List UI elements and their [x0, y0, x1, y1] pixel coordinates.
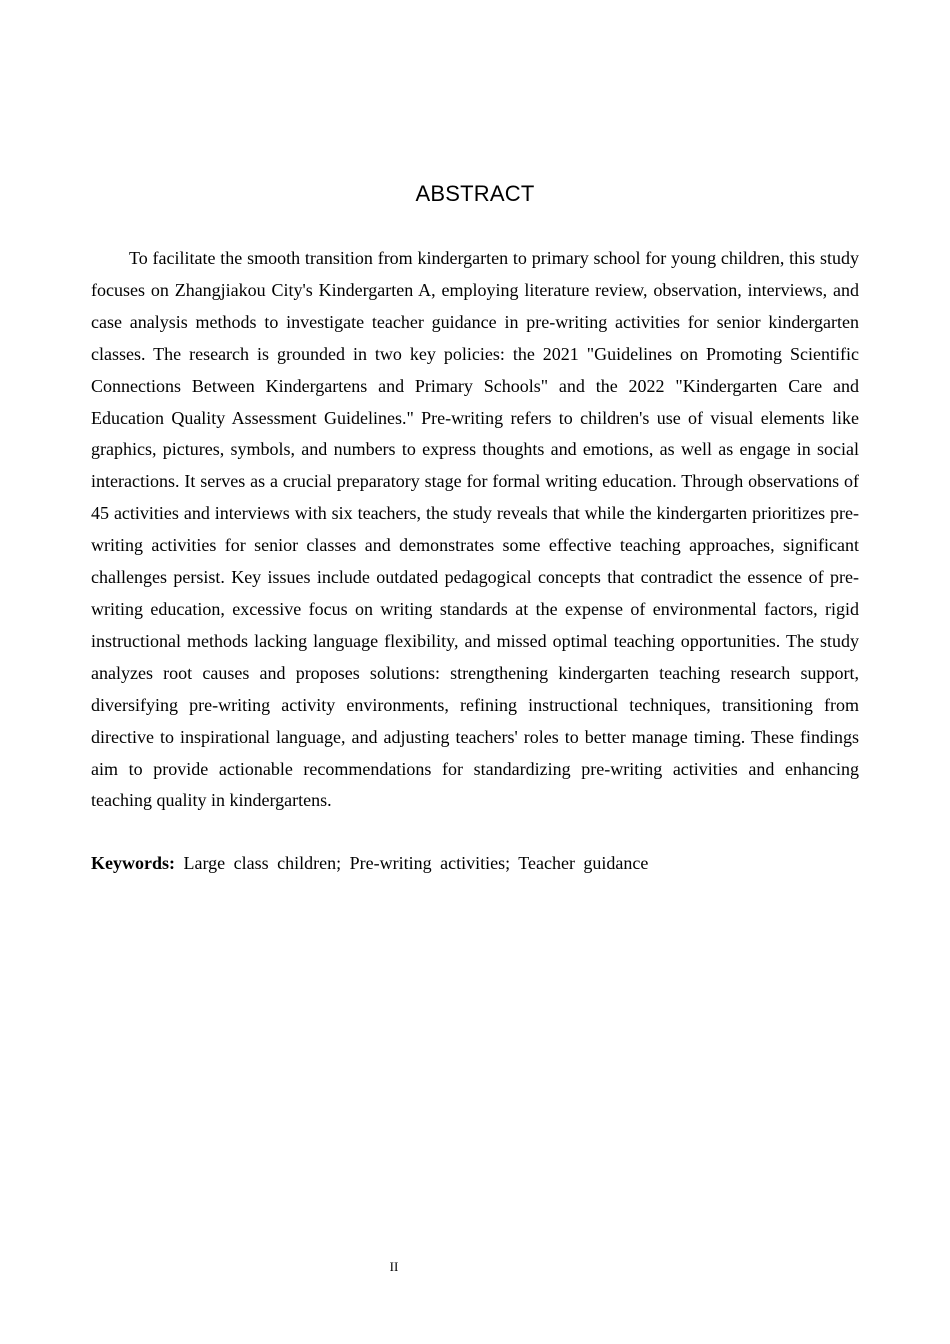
keywords-text: Large class children; Pre-writing activities; Teacher guidance [183, 853, 649, 873]
page-number: II [389, 1259, 399, 1274]
keywords-label: Keywords: [91, 853, 175, 873]
abstract-paragraph: To facilitate the smooth transition from kindergarten to primary school for young children, this study focuses on Zhangjiakou City's Kindergarten A, employing literature review, observation, interviews, and case analysis methods to investigate teacher guidance in pre-writing activities for senior kindergarten classes. The research is grounded in two key policies: the 2021 "Guidelines on Promoting Scientific Connections Between Kindergartens and Primary Schools" and the 2022 "Kindergarten Care and Education Quality Assessment Guidelines." Pre-writing refers to children's use of visual elements like graphics, pictures, symbols, and numbers to express thoughts and emotions, as well as engage in social interactions. It serves as a crucial preparatory stage for formal writing education. Through observations of 45 activities and interviews with six teachers, the study reveals that while the kindergarten prioritizes pre-writing activities for senior classes and demonstrates some effective teaching approaches, significant challenges persist. Key issues include outdated pedagogical concepts that contradict the essence of pre-writing education, excessive focus on writing standards at the expense of environmental factors, rigid instructional methods lacking language flexibility, and missed optimal teaching opportunities. The study analyzes root causes and proposes solutions: strengthening kindergarten teaching research support, diversifying pre-writing activity environments, refining instructional techniques, transitioning from directive to inspirational language, and adjusting teachers' roles to better manage timing. These findings aim to provide actionable recommendations for standardizing pre-writing activities and enhancing teaching quality in kindergartens. [91, 248, 859, 811]
keywords-line [91, 849, 859, 877]
abstract-title: ABSTRACT [415, 181, 535, 206]
